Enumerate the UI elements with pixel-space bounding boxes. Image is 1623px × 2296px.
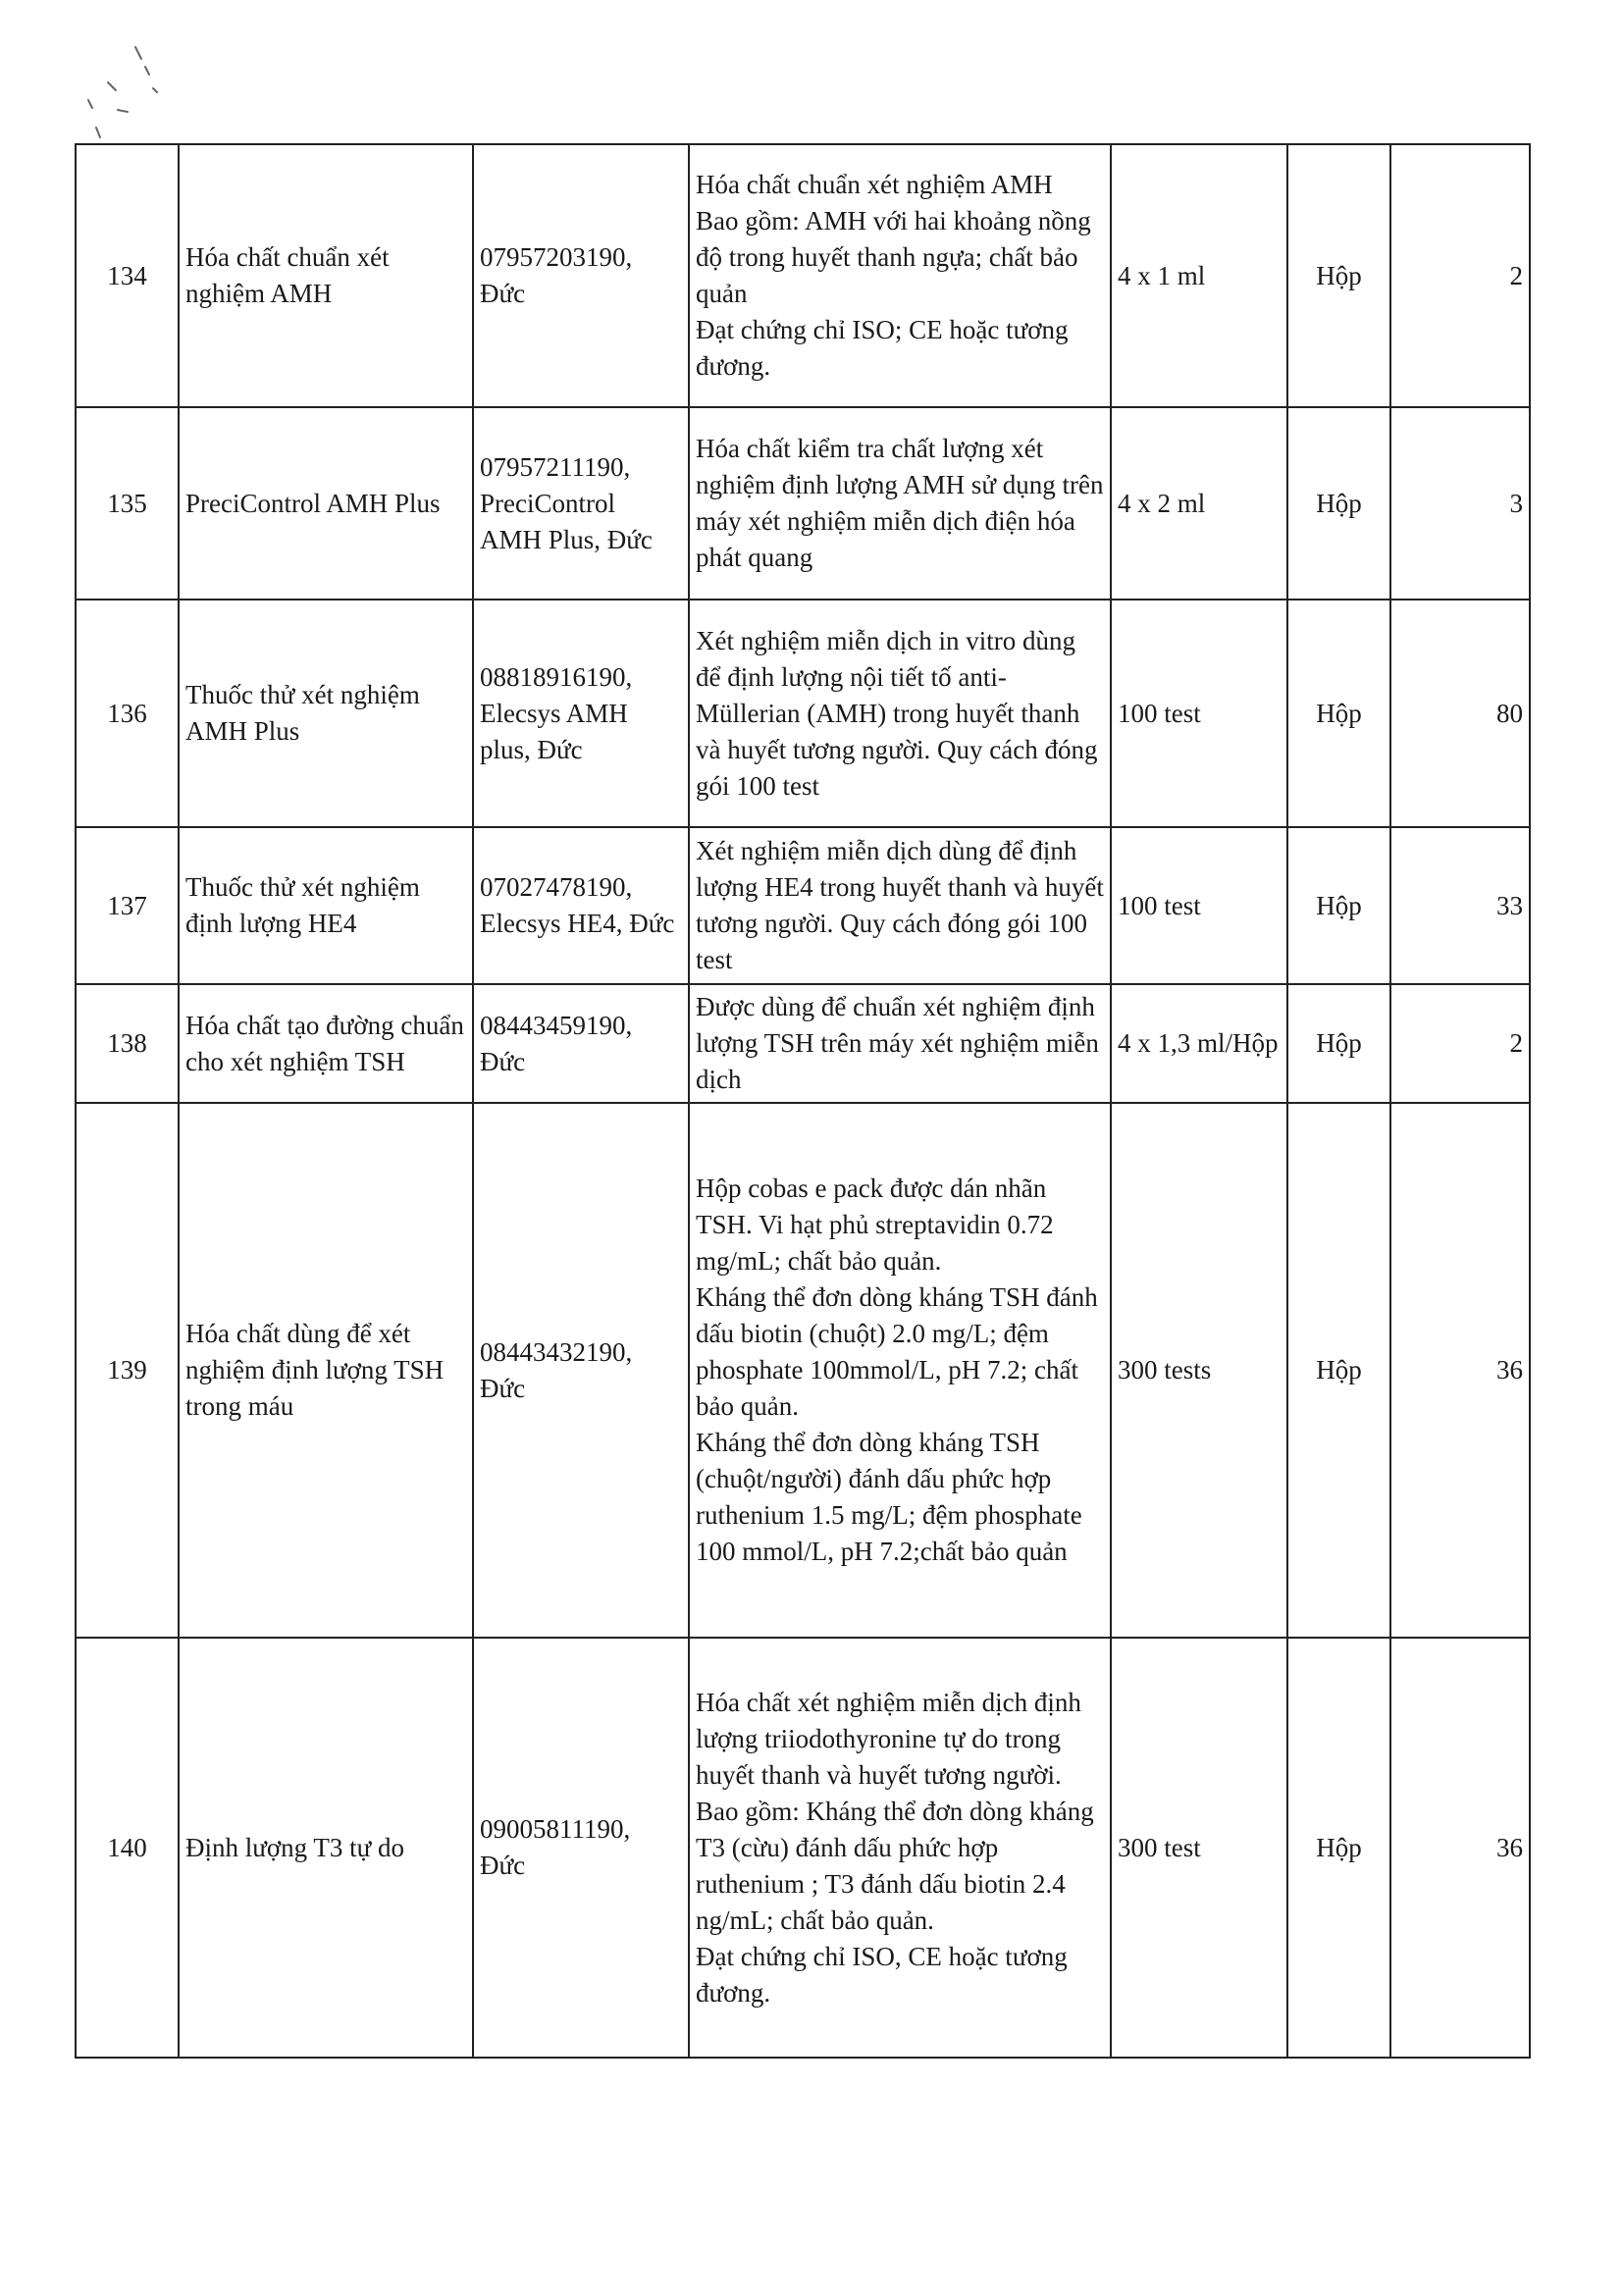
scan-artifact-marks bbox=[59, 39, 177, 147]
table-row bbox=[76, 827, 1530, 984]
product-code-origin: 07027478190, Elecsys HE4, Đức bbox=[473, 827, 689, 984]
row-number: 138 bbox=[76, 984, 179, 1103]
table-row bbox=[76, 407, 1530, 600]
table-row bbox=[76, 1103, 1530, 1638]
unit: Hộp bbox=[1287, 600, 1390, 827]
product-code-origin: 07957211190, PreciControl AMH Plus, Đức bbox=[473, 407, 689, 600]
unit: Hộp bbox=[1287, 984, 1390, 1103]
row-number: 139 bbox=[76, 1103, 179, 1638]
product-description: Hóa chất kiểm tra chất lượng xét nghiệm định lượng AMH sử dụng trên máy xét nghiệm miễn dịch điện hóa phát quang bbox=[689, 407, 1111, 600]
unit: Hộp bbox=[1287, 407, 1390, 600]
product-code-origin: 08818916190, Elecsys AMH plus, Đức bbox=[473, 600, 689, 827]
product-name: Thuốc thử xét nghiệm AMH Plus bbox=[179, 600, 473, 827]
product-name: Hóa chất dùng để xét nghiệm định lượng TSH trong máu bbox=[179, 1103, 473, 1638]
product-name: Định lượng T3 tự do bbox=[179, 1638, 473, 2058]
product-code-origin: 08443432190, Đức bbox=[473, 1103, 689, 1638]
product-spec-table bbox=[75, 143, 1531, 2059]
unit: Hộp bbox=[1287, 144, 1390, 407]
product-description: Xét nghiệm miễn dịch in vitro dùng để định lượng nội tiết tố anti-Müllerian (AMH) trong huyết thanh và huyết tương người. Quy cách đóng gói 100 test bbox=[689, 600, 1111, 827]
product-code-origin: 07957203190, Đức bbox=[473, 144, 689, 407]
product-name: Hóa chất chuẩn xét nghiệm AMH bbox=[179, 144, 473, 407]
product-name: Thuốc thử xét nghiệm định lượng HE4 bbox=[179, 827, 473, 984]
packaging: 4 x 1,3 ml/Hộp bbox=[1111, 984, 1287, 1103]
quantity: 3 bbox=[1390, 407, 1530, 600]
product-description: Hóa chất xét nghiệm miễn dịch định lượng triiodothyronine tự do trong huyết thanh và huyết tương người. Bao gồm: Kháng thể đơn dòng kháng T3 (cừu) đánh dấu phức hợp ruthenium ; T3 đánh dấu biotin 2.4 ng/mL; chất bảo quản. Đạt chứng chỉ ISO, CE hoặc tương đương. bbox=[689, 1638, 1111, 2058]
table-row bbox=[76, 144, 1530, 407]
table-row bbox=[76, 600, 1530, 827]
product-description: Xét nghiệm miễn dịch dùng để định lượng HE4 trong huyết thanh và huyết tương người. Quy cách đóng gói 100 test bbox=[689, 827, 1111, 984]
row-number: 136 bbox=[76, 600, 179, 827]
product-description: Hóa chất chuẩn xét nghiệm AMH Bao gồm: AMH với hai khoảng nồng độ trong huyết thanh ngựa; chất bảo quản Đạt chứng chỉ ISO; CE hoặc tương đương. bbox=[689, 144, 1111, 407]
row-number: 137 bbox=[76, 827, 179, 984]
row-number: 135 bbox=[76, 407, 179, 600]
quantity: 2 bbox=[1390, 144, 1530, 407]
table-row bbox=[76, 984, 1530, 1103]
product-name: Hóa chất tạo đường chuẩn cho xét nghiệm TSH bbox=[179, 984, 473, 1103]
packaging: 100 test bbox=[1111, 600, 1287, 827]
packaging: 300 test bbox=[1111, 1638, 1287, 2058]
product-name: PreciControl AMH Plus bbox=[179, 407, 473, 600]
quantity: 33 bbox=[1390, 827, 1530, 984]
packaging: 100 test bbox=[1111, 827, 1287, 984]
quantity: 2 bbox=[1390, 984, 1530, 1103]
unit: Hộp bbox=[1287, 1103, 1390, 1638]
quantity: 80 bbox=[1390, 600, 1530, 827]
table-row bbox=[76, 1638, 1530, 2058]
quantity: 36 bbox=[1390, 1638, 1530, 2058]
packaging: 4 x 1 ml bbox=[1111, 144, 1287, 407]
product-description: Được dùng để chuẩn xét nghiệm định lượng TSH trên máy xét nghiệm miễn dịch bbox=[689, 984, 1111, 1103]
product-code-origin: 09005811190, Đức bbox=[473, 1638, 689, 2058]
row-number: 140 bbox=[76, 1638, 179, 2058]
unit: Hộp bbox=[1287, 1638, 1390, 2058]
packaging: 300 tests bbox=[1111, 1103, 1287, 1638]
row-number: 134 bbox=[76, 144, 179, 407]
product-description: Hộp cobas e pack được dán nhãn TSH. Vi hạt phủ streptavidin 0.72 mg/mL; chất bảo quản. Kháng thể đơn dòng kháng TSH đánh dấu biotin (chuột) 2.0 mg/L; đệm phosphate 100mmol/L, pH 7.2; chất bảo quản. Kháng thể đơn dòng kháng TSH (chuột/người) đánh dấu phức hợp ruthenium 1.5 mg/L; đệm phosphate 100 mmol/L, pH 7.2;chất bảo quản bbox=[689, 1103, 1111, 1638]
product-code-origin: 08443459190, Đức bbox=[473, 984, 689, 1103]
unit: Hộp bbox=[1287, 827, 1390, 984]
quantity: 36 bbox=[1390, 1103, 1530, 1638]
packaging: 4 x 2 ml bbox=[1111, 407, 1287, 600]
